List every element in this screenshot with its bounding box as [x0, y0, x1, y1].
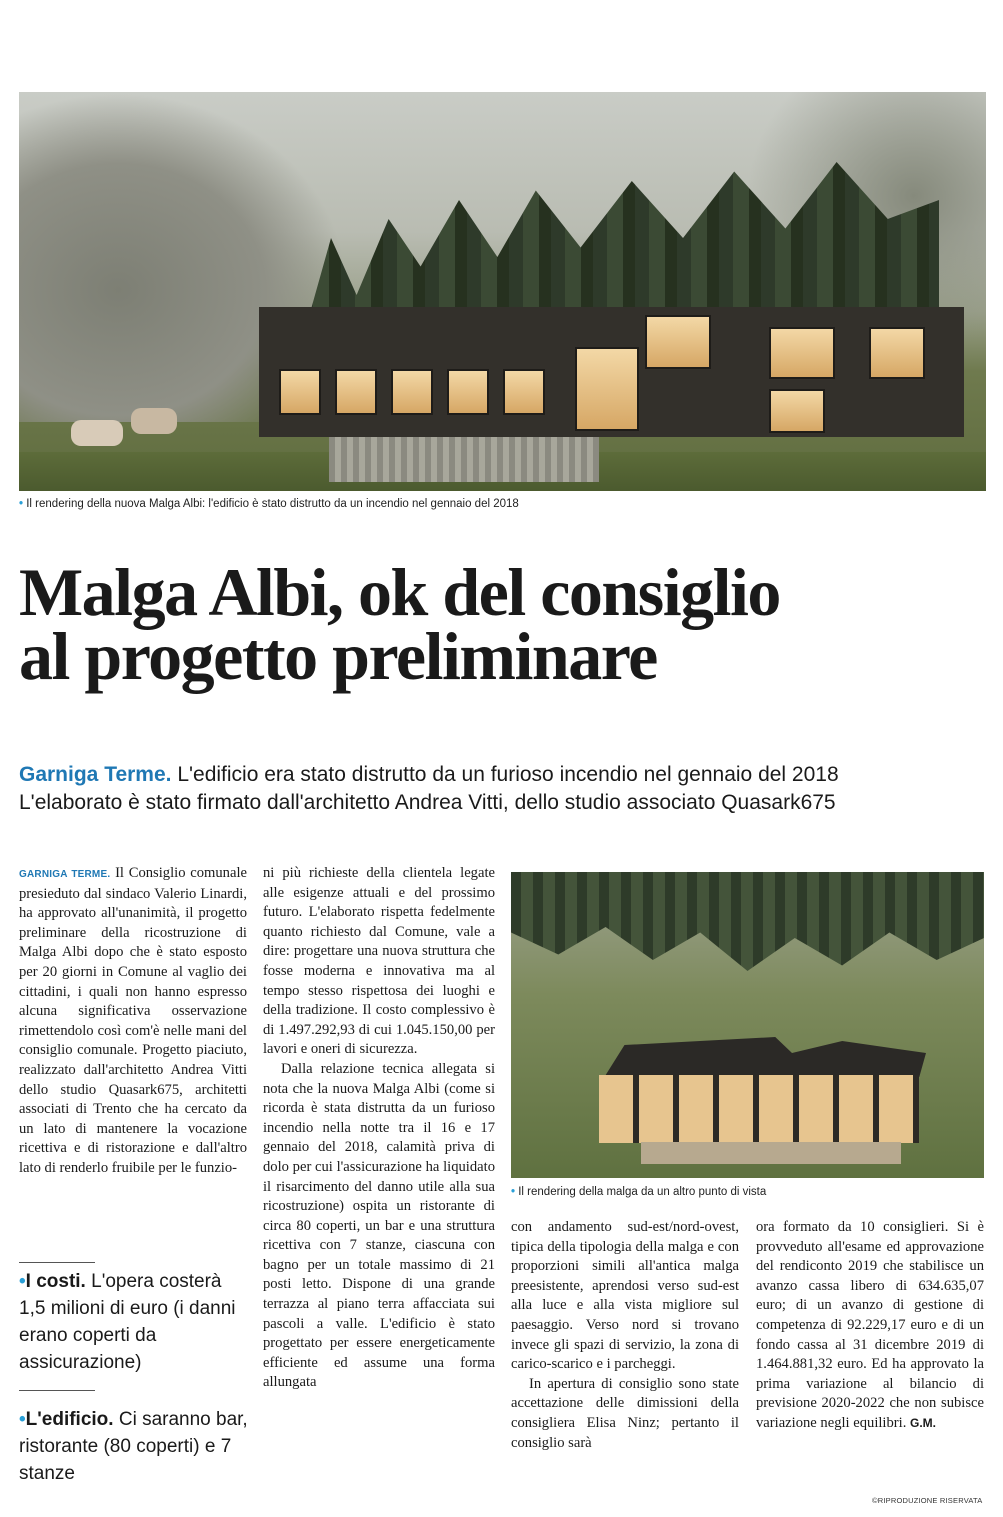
costs-bullet: • — [19, 1271, 26, 1292]
column-2 — [263, 864, 495, 1393]
headline — [19, 554, 994, 694]
column-4 — [756, 1218, 984, 1434]
copyright-notice: ©RIPRODUZIONE RISERVATA — [872, 1496, 983, 1505]
sub-line-1: L'edificio era stato distrutto da un furioso incendio nel gennaio del 2018 — [177, 763, 839, 786]
second-photo — [511, 872, 984, 1178]
costs-box — [19, 1268, 251, 1376]
box-rule-2 — [19, 1390, 95, 1391]
stone-plinth — [329, 437, 599, 482]
column-1 — [19, 864, 247, 1179]
horse-figure — [131, 408, 177, 434]
building-box — [19, 1406, 251, 1487]
column-3 — [511, 1218, 739, 1453]
author-signature: G.M. — [910, 1415, 936, 1430]
building-text: Ci saranno bar, ristorante (80 coperti) e 7 stanze — [19, 1409, 248, 1484]
hero-caption-text: Il rendering della nuova Malga Albi: l'edificio è stato distrutto da un incendio nel gennaio del 2018 — [26, 498, 519, 510]
second-caption — [511, 1186, 766, 1198]
building-title: L'edificio. — [25, 1409, 114, 1430]
building-rendering — [259, 307, 964, 437]
dateline-kicker: GARNIGA TERME. — [19, 869, 111, 880]
sub-line-2: L'elaborato è stato firmato dall'architetto Andrea Vitti, dello studio associato Quasark675 — [19, 791, 836, 814]
col3-paragraph-1: con andamento sud-est/nord-ovest, tipica della tipologia della malga e con proporzioni simili all'antica malga preesistente, aprendosi verso sud-est alla luce e alla vista migliore sul paesaggio. Verso nord si trovano invece gli spazi di servizio, la zona di carico-scarico e i parcheggi. — [511, 1219, 739, 1373]
costs-title: I costi. — [25, 1271, 86, 1292]
cow-figure — [71, 420, 123, 446]
lit-facade — [599, 1075, 919, 1143]
caption-bullet: • — [19, 498, 24, 510]
col2-paragraph-2: Dalla relazione tecnica allegata si nota che la nuova Malga Albi (come si ricorda è stata distrutta da un furioso incendio nella notte tra il 16 e 17 gennaio del 2018, calamità priva di dolo per cui l'assicurazione ha liquidato il risarcimento del danno utile alla sua ricostruzione) ospita un ristorante di circa 80 coperti, un bar e una struttura ricettiva con 7 stanze, ciascuna con bagno per un totale massimo di 21 posti letto. Dispone di una grande terrazza al piano terra affacciata sui pascoli a valle. L'edificio è stato progettato per essere energeticamente efficiente ed assume una forma allungata — [263, 1060, 495, 1391]
headline-line-1: Malga Albi, ok del consiglio — [19, 554, 780, 630]
costs-text: L'opera costerà 1,5 milioni di euro (i danni erano coperti da assicurazione) — [19, 1271, 236, 1373]
subheadline — [19, 761, 994, 817]
sub-location: Garniga Terme. — [19, 763, 172, 786]
box-rule-1 — [19, 1262, 95, 1263]
building-bullet: • — [19, 1409, 26, 1430]
second-caption-text: Il rendering della malga da un altro punto di vista — [518, 1186, 767, 1198]
col1-text: Il Consiglio comunale presieduto dal sindaco Valerio Linardi, ha approvato all'unanimità, il progetto preliminare della ricostruzione di Malga Albi dopo che è stato esposto per 20 giorni in Comune al vaglio dei cittadini, i quali non hanno espresso alcuna significativa osservazione rimettendolo così com'è nelle mani del consiglio comunale. Progetto piaciuto, realizzato dall'architetto Andrea Vitti dello studio Quasark675, architetti associati di Trento che ha cercato da un lato di mantenere la vocazione ricettiva e di ristorazione e dall'altro lato di renderlo fruibile per le funzio- — [19, 865, 247, 1176]
col4-text: ora formato da 10 consiglieri. Si è provveduto all'esame ed approvazione del rendiconto 2019 che stabilisce un avanzo cassa libero di 634.635,07 euro; di un avanzo di gestione di competenza di 92.229,17 euro e di un fondo cassa al 31 dicembre 2019 di 1.464.881,32 euro. Ed ha approvato la prima variazione al bilancio di previsione 2020-2022 che non subisce variazione negli equilibri. — [756, 1219, 984, 1431]
terrace — [641, 1142, 901, 1164]
hero-caption — [19, 498, 519, 510]
roof — [591, 1037, 926, 1077]
col3-paragraph-2: In apertura di consiglio sono state accettazione delle dimissioni della consigliera Elisa Ninz; pertanto il consiglio sarà — [511, 1375, 739, 1451]
forest — [511, 872, 984, 982]
hero-photo — [19, 92, 986, 491]
headline-line-2: al progetto preliminare — [19, 618, 657, 694]
caption-bullet: • — [511, 1186, 516, 1198]
col2-paragraph-1: ni più richieste della clientela legate alle esigenze attuali e del prossimo futuro. L'elaborato rispetta fedelmente quanto richiesto dal Comune, vale a dire: progettare una nuova struttura che fosse moderna e innovativa ma al tempo stesso rispettosa dei luoghi e della tradizione. Il costo complessivo è di 1.497.292,93 di cui 1.045.150,00 per lavori e oneri di sicurezza. — [263, 865, 495, 1058]
